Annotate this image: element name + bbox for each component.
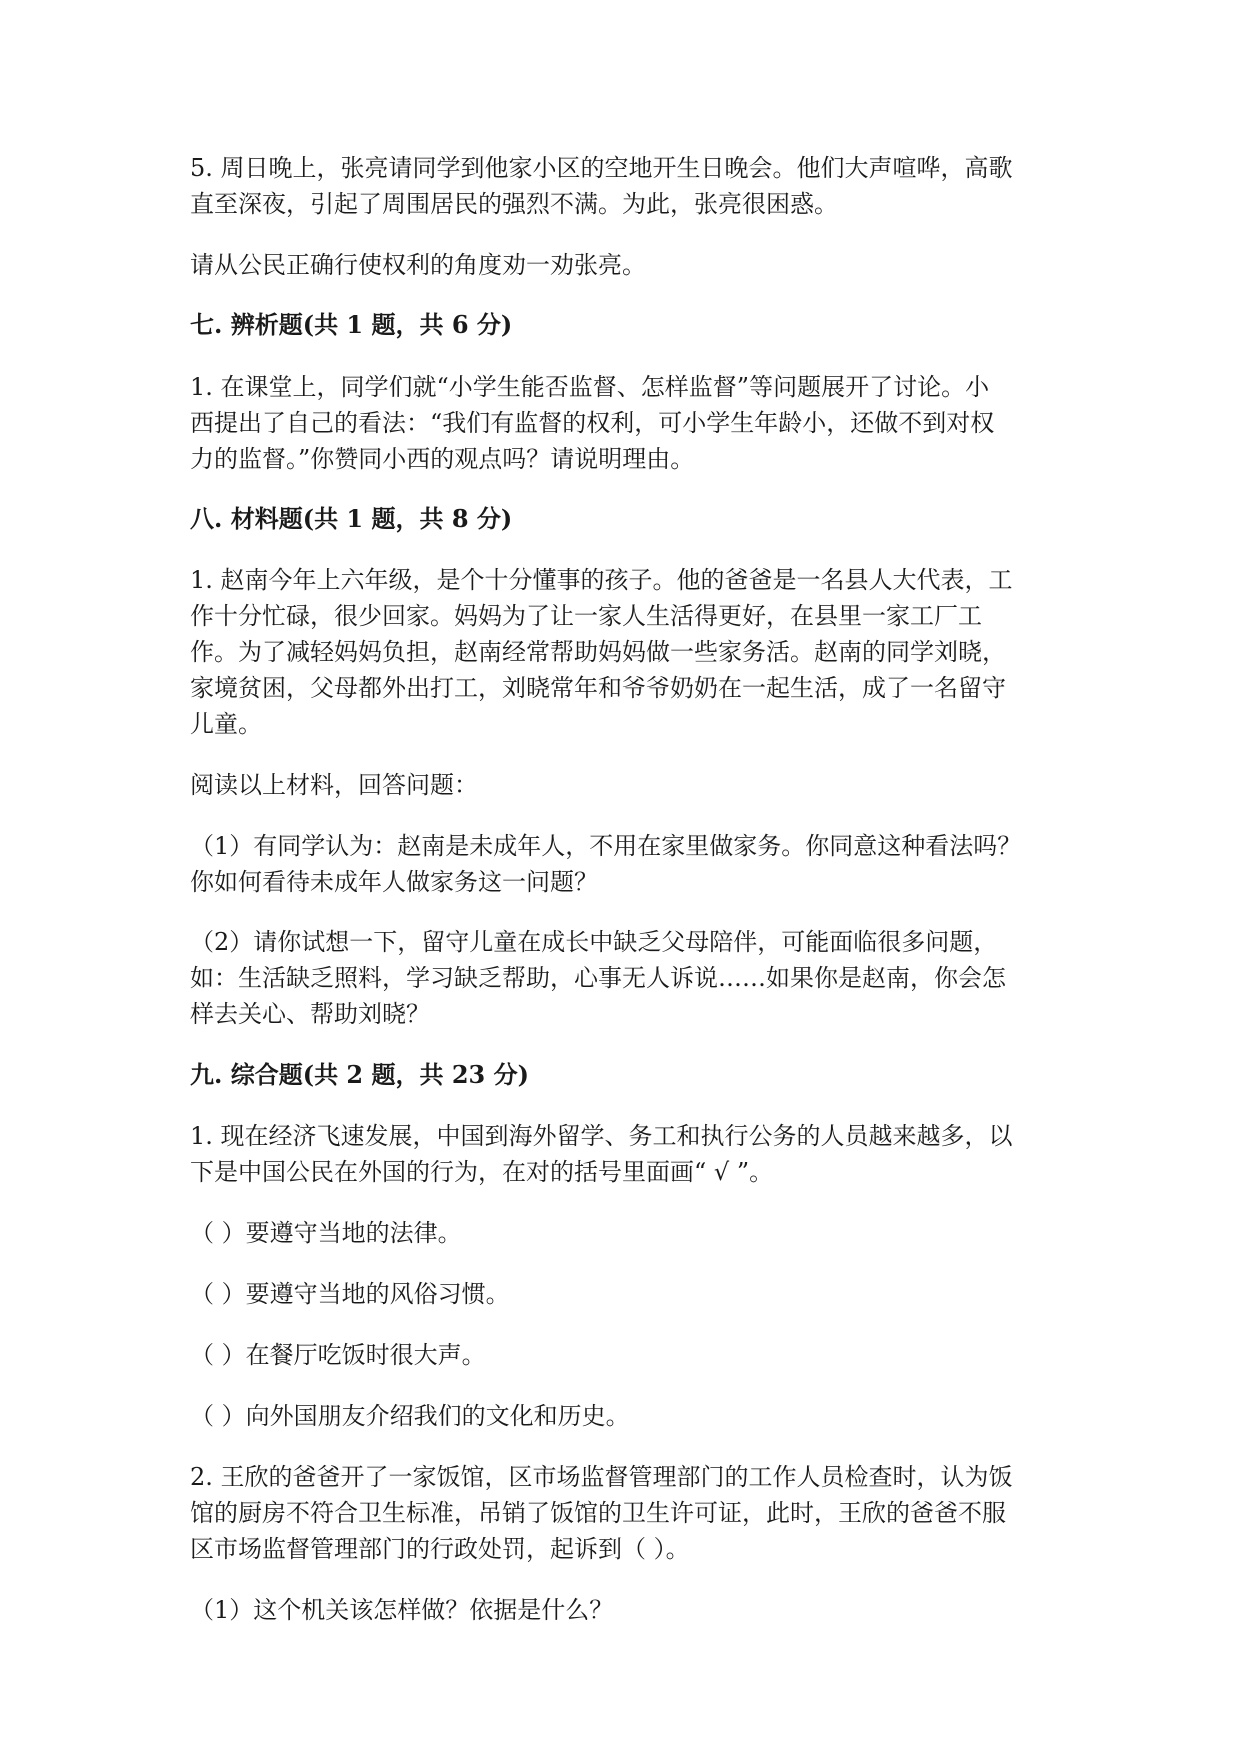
section-8-heading: 八. 材料题(共 1 题，共 8 分) [190, 504, 513, 533]
section-8-q1-line-1: 1. 赵南今年上六年级，是个十分懂事的孩子。他的爸爸是一名县人大代表，工 [190, 566, 1013, 594]
section-7-q1-line-1: 1. 在课堂上，同学们就“小学生能否监督、怎样监督”等问题展开了讨论。小 [190, 373, 990, 401]
section-8-q1-line-3: 作。为了减轻妈妈负担，赵南经常帮助妈妈做一些家务活。赵南的同学刘晓， [190, 638, 1006, 666]
section-9-heading: 九. 综合题(共 2 题，共 23 分) [190, 1060, 529, 1089]
question-6-5-prompt: 请从公民正确行使权利的角度劝一劝张亮。 [190, 251, 646, 279]
question-6-5-line-2: 直至深夜，引起了周围居民的强烈不满。为此，张亮很困惑。 [190, 190, 838, 218]
section-8-sub2-line-2: 如：生活缺乏照料，学习缺乏帮助，心事无人诉说……如果你是赵南，你会怎 [190, 964, 1006, 992]
section-9-q2-line-2: 馆的厨房不符合卫生标准，吊销了饭馆的卫生许可证，此时，王欣的爸爸不服 [190, 1499, 1006, 1527]
section-9-q1-option-1: （ ）要遵守当地的法律。 [190, 1219, 462, 1247]
section-9-q1-option-2: （ ）要遵守当地的风俗习惯。 [190, 1280, 510, 1308]
section-9-q1-option-4: （ ）向外国朋友介绍我们的文化和历史。 [190, 1402, 630, 1430]
section-9-q2-line-1: 2. 王欣的爸爸开了一家饭馆，区市场监督管理部门的工作人员检查时，认为饭 [190, 1463, 1013, 1491]
section-7-q1-line-3: 力的监督。”你赞同小西的观点吗？请说明理由。 [190, 445, 695, 473]
section-8-sub2-line-1: （2）请你试想一下，留守儿童在成长中缺乏父母陪伴，可能面临很多问题， [190, 928, 998, 956]
section-8-instruction: 阅读以上材料，回答问题： [190, 771, 478, 799]
section-8-sub2-line-3: 样去关心、帮助刘晓？ [190, 1000, 430, 1028]
section-8-q1-line-2: 作十分忙碌，很少回家。妈妈为了让一家人生活得更好，在县里一家工厂工 [190, 602, 982, 630]
section-7-q1-line-2: 西提出了自己的看法：“我们有监督的权利，可小学生年龄小，还做不到对权 [190, 409, 995, 437]
section-9-q1-option-3: （ ）在餐厅吃饭时很大声。 [190, 1341, 486, 1369]
section-8-sub1-line-1: （1）有同学认为：赵南是未成年人，不用在家里做家务。你同意这种看法吗？ [190, 832, 1022, 860]
question-6-5-line-1: 5. 周日晚上，张亮请同学到他家小区的空地开生日晚会。他们大声喧哗，高歌 [190, 154, 1013, 182]
section-9-q2-line-3: 区市场监督管理部门的行政处罚，起诉到（ ）。 [190, 1535, 690, 1563]
section-7-heading: 七. 辨析题(共 1 题，共 6 分) [190, 310, 513, 339]
section-9-q1-line-2: 下是中国公民在外国的行为，在对的括号里面画“ √ ”。 [190, 1158, 774, 1186]
section-9-q1-line-1: 1. 现在经济飞速发展，中国到海外留学、务工和执行公务的人员越来越多，以 [190, 1122, 1013, 1150]
section-9-q2-sub-1: （1）这个机关该怎样做？依据是什么？ [190, 1596, 614, 1624]
section-8-q1-line-5: 儿童。 [190, 710, 262, 738]
section-8-q1-line-4: 家境贫困，父母都外出打工，刘晓常年和爷爷奶奶在一起生活，成了一名留守 [190, 674, 1006, 702]
section-8-sub1-line-2: 你如何看待未成年人做家务这一问题？ [190, 868, 598, 896]
